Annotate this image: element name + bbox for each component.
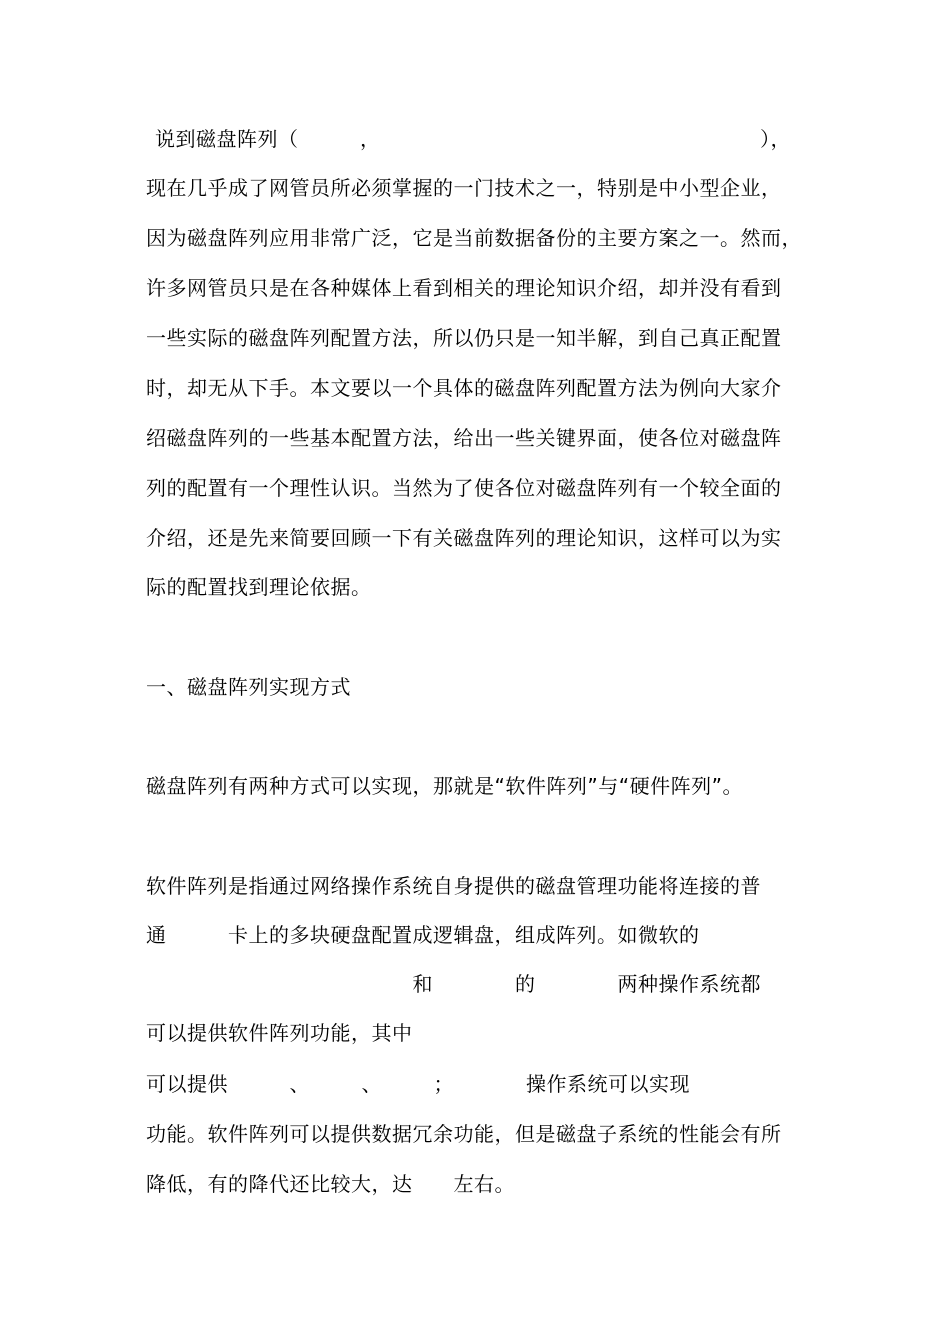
intro-line-3: 因为磁盘阵列应用非常广泛，它是当前数据备份的主要方案之一。然而， [146,226,802,250]
software-line-6: 功能。软件阵列可以提供数据冗余功能，但是磁盘子系统的性能会有所 [146,1122,782,1146]
section-paragraph: 磁盘阵列有两种方式可以实现，那就是“软件阵列”与“硬件阵列”。 [146,774,743,798]
software-line-2: 通 卡上的多块硬盘配置成逻辑盘，组成阵列。如微软的 [146,923,700,947]
software-line-3: 和 的 两种操作系统都 [146,972,761,996]
software-line-5: 可以提供 、 、 ； 操作系统可以实现 [146,1072,690,1096]
intro-line-6: 时，却无从下手。本文要以一个具体的磁盘阵列配置方法为例向大家介 [146,376,782,400]
software-line-1: 软件阵列是指通过网络操作系统自身提供的磁盘管理功能将连接的普 [146,874,761,898]
software-line-4: 可以提供软件阵列功能，其中 [146,1021,413,1045]
intro-line-4: 许多网管员只是在各种媒体上看到相关的理论知识介绍，却并没有看到 [146,276,782,300]
intro-line-2: 现在几乎成了网管员所必须掌握的一门技术之一，特别是中小型企业， [146,176,782,200]
intro-line-9: 介绍，还是先来简要回顾一下有关磁盘阵列的理论知识，这样可以为实 [146,526,782,550]
intro-line-7: 绍磁盘阵列的一些基本配置方法，给出一些关键界面，使各位对磁盘阵 [146,426,782,450]
software-line-7: 降低，有的降代还比较大，达 左右。 [146,1172,515,1196]
section-heading: 一、磁盘阵列实现方式 [146,675,351,699]
intro-line-8: 列的配置有一个理性认识。当然为了使各位对磁盘阵列有一个较全面的 [146,476,782,500]
intro-line-10: 际的配置找到理论依据。 [146,575,372,599]
intro-line-5: 一些实际的磁盘阵列配置方法，所以仍只是一知半解，到自己真正配置 [146,326,782,350]
intro-line-1: 说到磁盘阵列（ ， ）， [155,127,791,151]
